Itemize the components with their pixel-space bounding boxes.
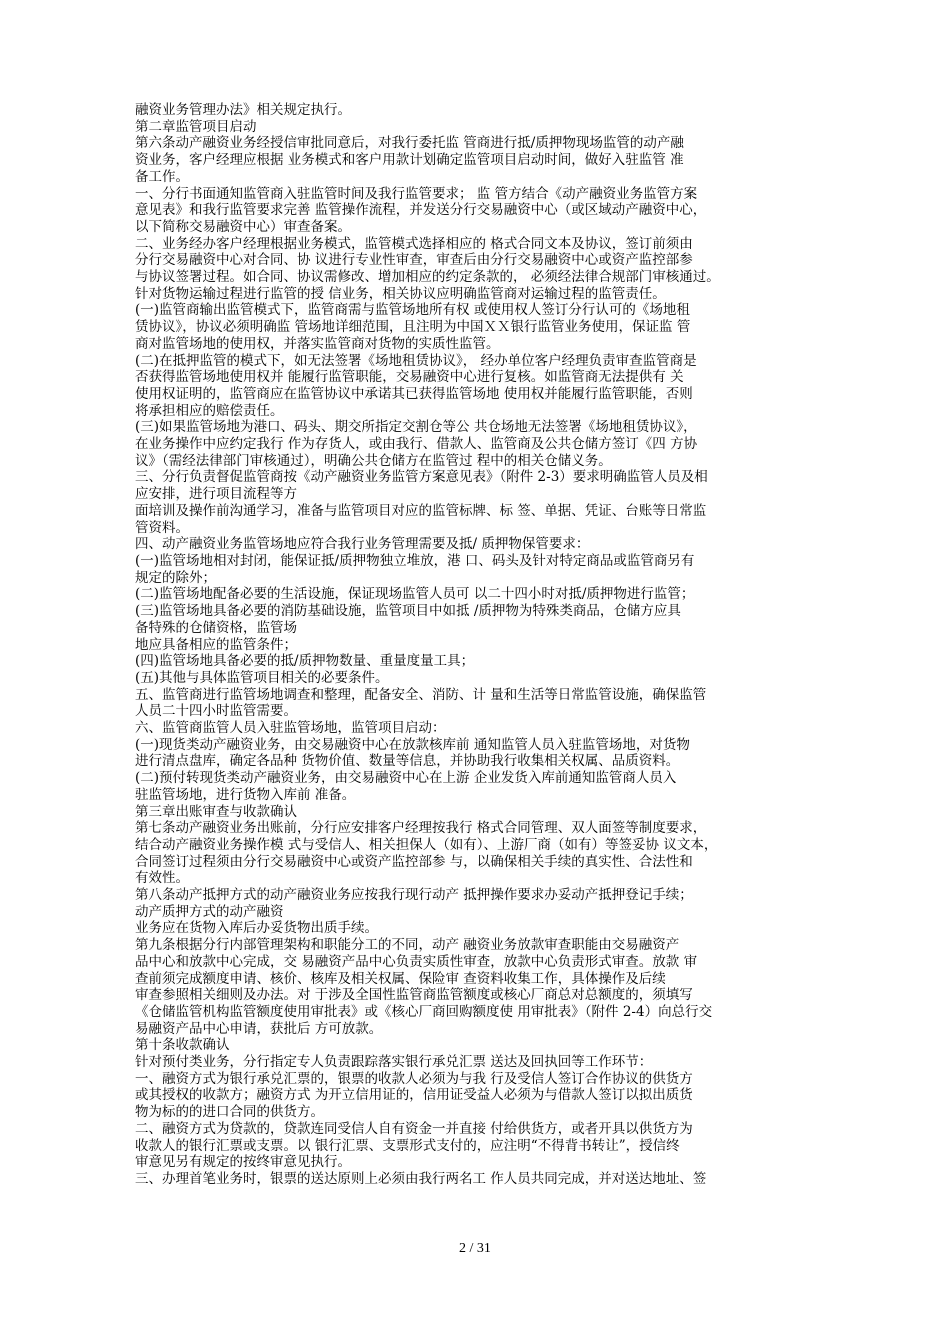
text-line: 三、办理首笔业务时，银票的送达原则上必须由我行两名工 作人员共同完成，并对送达地址、签 — [135, 1171, 707, 1187]
text-line: 第八条动产抵押方式的动产融资业务应按我行现行动产 抵押操作要求办妥动产抵押登记手续； — [135, 887, 693, 904]
text-line: 将承担相应的赔偿责任。 — [135, 402, 284, 419]
text-line: 赁协议》，协议必须明确监 管场地详细范围，且注明为中国ＸＸ银行监管业务使用，保证监 管 — [135, 319, 691, 336]
text-line: 资业务，客户经理应根据 业务模式和客户用款计划确定监管项目启动时间，做好入驻监管 准 — [135, 152, 684, 169]
text-line: 进行清点盘库，确定各品种 货物价值、数量等信息，并协助我行收集相关权属、品质资料。 — [135, 753, 680, 770]
text-line: 面培训及操作前沟通学习，准备与监管项目对应的监管标牌、标 签、单据、凭证、台账等日常监 — [135, 502, 707, 519]
text-line: 一、融资方式为银行承兑汇票的，银票的收款人必须为与我 行及受信人签订合作协议的供货方 — [135, 1070, 693, 1087]
text-line: 第二章监管项目启动 — [135, 118, 257, 135]
text-line: 意见表》和我行监管要求完善 监管操作流程，并发送分行交易融资中心（或区域动产融资中心， — [135, 202, 707, 219]
text-line: (二)预付转现货类动产融资业务，由交易融资中心在上游 企业发货入库前通知监管商人员入 — [135, 770, 677, 787]
text-line: 易融资产品中心申请，获批后 方可放款。 — [135, 1020, 383, 1037]
text-line: (三)监管场地具备必要的消防基础设施，监管项目中如抵 /质押物为特殊类商品，仓储方应具 — [135, 603, 681, 620]
text-line: 规定的除外； — [135, 569, 216, 586]
text-line: 驻监管场地，进行货物入库前 准备。 — [135, 786, 356, 803]
text-line: 收款人的银行汇票或支票。以 银行汇票、支票形式支付的，应注明“不得背书转让”，授信终 — [135, 1137, 680, 1154]
text-line: 与协议签署过程。如合同、协议需修改、增加相应的约定条款的， 必须经法律合规部门审核通过。 — [135, 269, 720, 286]
text-line: 结合动产融资业务操作模 式与受信人、相关担保人（如有）、上游厂商（如有）等签妥协 议文本， — [135, 836, 718, 853]
text-line: 审意见另有规定的按终审意见执行。 — [135, 1154, 351, 1171]
text-line: 品中心和放款中心完成，交 易融资产品中心负责实质性审查，放款中心负责形式审查。放款 审 — [135, 953, 698, 970]
text-line: 物为标的的进口合同的供货方。 — [135, 1104, 324, 1121]
text-line: 第六条动产融资业务经授信审批同意后，对我行委托监 管商进行抵/质押物现场监管的动产融 — [135, 135, 684, 152]
document-body — [135, 102, 827, 1188]
text-line: (一)监管商输出监管模式下，监管商需与监管场地所有权 或使用权人签订分行认可的《场地租 — [135, 302, 690, 319]
page-number: 2 / 31 — [459, 1241, 491, 1256]
text-line: (二)在抵押监管的模式下，如无法签署《场地租赁协议》， 经办单位客户经理负责审查监管商是 — [135, 352, 697, 369]
text-line: (三)如果监管场地为港口、码头、期交所指定交割仓等公 共仓场地无法签署《场地租赁协议》， — [135, 419, 697, 436]
text-line: 使用权证明的，监管商应在监管协议中承诺其已获得监管场地 使用权并能履行监管职能，否则 — [135, 385, 693, 402]
text-line: 议》（需经法律部门审核通过），明确公共仓储方在监管过 程中的相关仓储义务。 — [135, 452, 612, 469]
text-line: 第十条收款确认 — [135, 1037, 230, 1054]
text-line: (一)现货类动产融资业务，由交易融资中心在放款核库前 通知监管人员入驻监管场地，对货物 — [135, 736, 690, 753]
text-line: 《仓储监管机构监管额度使用审批表》或《核心厂商回购额度使 用审批表》（附件 2-4）向总行交 — [135, 1003, 713, 1020]
text-line: 在业务操作中应约定我行 作为存货人，或由我行、借款人、监管商及公共仓储方签订《四 方协 — [135, 436, 698, 453]
text-line: 有效性。 — [135, 870, 189, 887]
text-line: 四、动产融资业务监管场地应符合我行业务管理需要及抵/ 质押物保管要求： — [135, 536, 590, 553]
text-line: 分行交易融资中心对合同、协 议进行专业性审查，审查后由分行交易融资中心或资产监控部参 — [135, 252, 693, 269]
text-line: 业务应在货物入库后办妥货物出质手续。 — [135, 920, 378, 937]
text-line: 二、业务经办客户经理根据业务模式，监管模式选择相应的 格式合同文本及协议，签订前须由 — [135, 235, 693, 252]
text-line: 人员二十四小时监管需要。 — [135, 703, 297, 720]
text-line: 第三章出账审查与收款确认 — [135, 803, 297, 820]
text-line: 合同签订过程须由分行交易融资中心或资产监控部参 与，以确保相关手续的真实性、合法性和 — [135, 853, 693, 870]
text-line: (五)其他与具体监管项目相关的必要条件。 — [135, 669, 389, 686]
text-line: 针对预付类业务，分行指定专人负责跟踪落实银行承兑汇票 送达及回执回等工作环节： — [135, 1054, 653, 1071]
text-line: 应安排，进行项目流程等方 — [135, 486, 297, 503]
text-line: 审查参照相关细则及办法。对 于涉及全国性监管商监管额度或核心厂商总对总额度的，须填写 — [135, 987, 693, 1004]
text-line: 融资业务管理办法》相关规定执行。 — [135, 102, 351, 118]
text-line: 五、监管商进行监管场地调查和整理，配备安全、消防、计 量和生活等日常监管设施，确保监管 — [135, 686, 707, 703]
text-line: 针对货物运输过程进行监管的授 信业务，相关协议应明确监管商对运输过程的监管责任。 — [135, 285, 666, 302]
text-line: 动产质押方式的动产融资 — [135, 903, 284, 920]
text-line: 商对监管场地的使用权，并落实监管商对货物的实质性监管。 — [135, 335, 500, 352]
text-line: 二、融资方式为贷款的，贷款连同受信人自有资金一并直接 付给供货方，或者开具以供货方为 — [135, 1120, 693, 1137]
text-line: 第七条动产融资业务出账前，分行应安排客户经理按我行 格式合同管理、双人面签等制度要求， — [135, 820, 707, 837]
text-line: (二)监管场地配备必要的生活设施，保证现场监管人员可 以二十四小时对抵/质押物进行监管； — [135, 586, 695, 603]
text-line: (一)监管场地相对封闭，能保证抵/质押物独立堆放，港 口、码头及针对特定商品或监管商另有 — [135, 552, 695, 569]
text-line: 第九条根据分行内部管理架构和职能分工的不同，动产 融资业务放款审查职能由交易融资产 — [135, 937, 680, 954]
text-line: 地应具备相应的监管条件； — [135, 636, 297, 653]
text-line: 管资料。 — [135, 519, 189, 536]
text-line: 六、监管商监管人员入驻监管场地，监管项目启动： — [135, 720, 446, 737]
text-line: 否获得监管场地使用权并 能履行监管职能，交易融资中心进行复核。如监管商无法提供有 关 — [135, 369, 684, 386]
text-line: 备工作。 — [135, 168, 189, 185]
text-line: 查前须完成额度申请、核价、核库及相关权属、保险审 查资料收集工作，具体操作及后续 — [135, 970, 666, 987]
text-line: 一、分行书面通知监管商入驻监管时间及我行监管要求； 监 管方结合《动产融资业务监管方案 — [135, 185, 698, 202]
text-line: 三、分行负责督促监管商按《动产融资业务监管方案意见表》（附件 2-3）要求明确监管人员及相 — [135, 469, 708, 486]
text-line: 以下简称交易融资中心）审查备案。 — [135, 218, 351, 235]
text-line: 或其授权的收款方；融资方式 为开立信用证的，信用证受益人必须为与借款人签订以拟出质货 — [135, 1087, 693, 1104]
text-line: (四)监管场地具备必要的抵/质押物数量、重量度量工具； — [135, 653, 475, 670]
text-line: 备特殊的仓储资格，监管场 — [135, 619, 297, 636]
